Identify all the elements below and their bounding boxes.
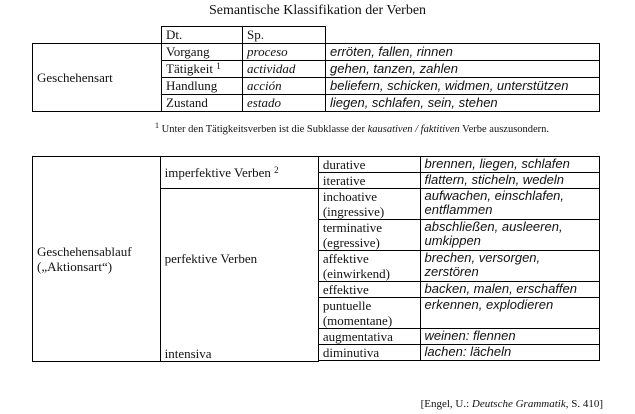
category-cell bbox=[33, 157, 161, 362]
header-dt: Dt. bbox=[162, 27, 243, 44]
sub-cell: diminutiva bbox=[318, 345, 420, 361]
sub-cell: affektive (einwirkend) bbox=[318, 251, 420, 282]
dt-cell bbox=[162, 61, 243, 78]
source-citation bbox=[421, 398, 603, 410]
category-line: Geschehensablauf bbox=[37, 243, 132, 259]
category-cell: Geschehensart bbox=[33, 44, 162, 112]
examples-cell: beliefern, schicken, widmen, unterstützen bbox=[326, 78, 600, 95]
group-intensiva: intensiva bbox=[160, 329, 318, 362]
footnote-mark: 2 bbox=[274, 165, 279, 175]
examples-cell: brennen, liegen, schlafen bbox=[420, 157, 599, 173]
footnote bbox=[155, 121, 550, 135]
examples-cell: abschließen, ausleeren, umkippen bbox=[420, 220, 599, 251]
footnote-text-end: Verbe auszusondern. bbox=[459, 124, 550, 135]
footnote-italic: kausativen / faktitiven bbox=[367, 124, 460, 135]
sub-cell: inchoative (ingressive) bbox=[318, 189, 420, 220]
examples-cell: weinen: flennen bbox=[420, 329, 599, 345]
sub-cell: effektive bbox=[318, 282, 420, 298]
empty-cell bbox=[326, 27, 600, 44]
examples-cell: erkennen, explodieren bbox=[420, 298, 599, 329]
source-text-end: , S. 410] bbox=[565, 398, 603, 410]
source-title: Deutsche Grammatik bbox=[471, 398, 566, 410]
examples-cell: liegen, schlafen, sein, stehen bbox=[326, 95, 600, 112]
examples-cell: gehen, tanzen, zahlen bbox=[326, 61, 600, 78]
examples-cell: aufwachen, einschlafen, entflammen bbox=[420, 189, 599, 220]
sp-cell: acción bbox=[243, 78, 326, 95]
dt-cell: Vorgang bbox=[162, 44, 243, 61]
page-title: Semantische Klassifikation der Verben bbox=[208, 3, 427, 18]
table-row bbox=[33, 44, 600, 61]
sub-cell: puntuelle (momentane) bbox=[318, 298, 420, 329]
sp-cell: estado bbox=[243, 95, 326, 112]
sub-cell: terminative (egressive) bbox=[318, 220, 420, 251]
group-label: imperfektive Verben bbox=[164, 165, 271, 180]
group-perfektiv: perfektive Verben bbox=[160, 189, 318, 329]
category-line: („Aktionsart“) bbox=[37, 258, 113, 274]
dt-cell: Handlung bbox=[162, 78, 243, 95]
footnote-text: Unter den Tätigkeitsverben ist die Subklasse der bbox=[161, 124, 368, 135]
empty-cell bbox=[420, 361, 599, 362]
sub-cell: iterative bbox=[318, 173, 420, 189]
examples-cell: backen, malen, erschaffen bbox=[420, 282, 599, 298]
dt-text: Tätigkeit bbox=[166, 61, 213, 76]
table-row bbox=[33, 157, 600, 173]
sub-cell: augmentativa bbox=[318, 329, 420, 345]
sp-cell: actividad bbox=[243, 61, 326, 78]
sp-cell: proceso bbox=[243, 44, 326, 61]
geschehensart-table bbox=[32, 26, 600, 112]
examples-cell: lachen: lächeln bbox=[420, 345, 599, 361]
examples-cell: flattern, sticheln, wedeln bbox=[420, 173, 599, 189]
examples-cell: erröten, fallen, rinnen bbox=[326, 44, 600, 61]
examples-cell: brechen, versorgen, zerstören bbox=[420, 251, 599, 282]
sub-cell: durative bbox=[318, 157, 420, 173]
empty-cell bbox=[318, 361, 420, 362]
group-imperfektiv bbox=[160, 157, 318, 189]
header-sp: Sp. bbox=[243, 27, 326, 44]
empty-cell bbox=[33, 27, 162, 44]
dt-cell: Zustand bbox=[162, 95, 243, 112]
source-text: [Engel, U.: bbox=[420, 398, 472, 410]
footnote-mark: 1 bbox=[155, 121, 159, 130]
footnote-mark: 1 bbox=[216, 61, 221, 71]
geschehensablauf-table bbox=[32, 156, 600, 362]
table-header-row bbox=[33, 27, 600, 44]
